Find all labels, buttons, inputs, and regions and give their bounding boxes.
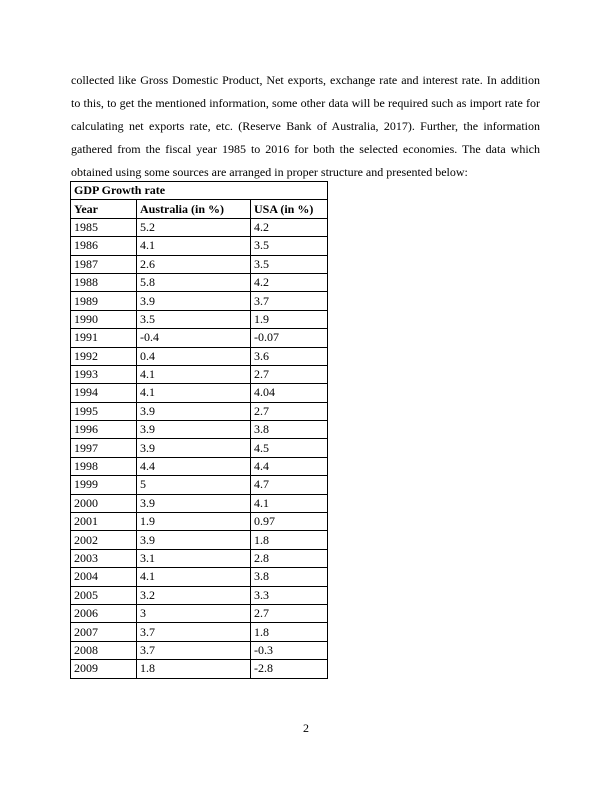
cell-year: 2001 (71, 513, 137, 531)
cell-australia: 3.9 (137, 421, 251, 439)
cell-year: 1990 (71, 310, 137, 328)
cell-year: 1992 (71, 347, 137, 365)
cell-usa: 0.97 (251, 513, 328, 531)
cell-usa: 3.5 (251, 255, 328, 273)
table-row (71, 623, 328, 641)
cell-year: 1996 (71, 421, 137, 439)
paragraph-line: calculating net exports rate, etc. (Reserve Bank of Australia, 2017). Further, the information (71, 119, 540, 133)
cell-year: 2004 (71, 568, 137, 586)
header-year: Year (71, 200, 137, 218)
cell-australia: 2.6 (137, 255, 251, 273)
cell-year: 2006 (71, 604, 137, 622)
cell-australia: 4.1 (137, 365, 251, 383)
table-row (71, 310, 328, 328)
cell-year: 2008 (71, 641, 137, 659)
cell-usa: 2.7 (251, 365, 328, 383)
table-row (71, 218, 328, 236)
cell-usa: 3.7 (251, 292, 328, 310)
body-paragraph (71, 69, 540, 184)
cell-usa: 4.7 (251, 476, 328, 494)
cell-year: 1994 (71, 384, 137, 402)
cell-year: 1997 (71, 439, 137, 457)
cell-australia: 5 (137, 476, 251, 494)
cell-year: 2003 (71, 549, 137, 567)
table-header-row (71, 200, 328, 218)
gdp-growth-table (70, 181, 328, 679)
table-row (71, 531, 328, 549)
table-title: GDP Growth rate (71, 182, 328, 200)
cell-usa: 4.5 (251, 439, 328, 457)
cell-australia: 3.1 (137, 549, 251, 567)
cell-year: 2002 (71, 531, 137, 549)
table-row (71, 641, 328, 659)
table-row (71, 292, 328, 310)
table-row (71, 513, 328, 531)
cell-australia: 0.4 (137, 347, 251, 365)
cell-year: 1991 (71, 329, 137, 347)
table-row (71, 476, 328, 494)
cell-australia: 3.5 (137, 310, 251, 328)
cell-australia: 1.9 (137, 513, 251, 531)
cell-australia: 3.9 (137, 402, 251, 420)
cell-usa: 3.3 (251, 586, 328, 604)
table-row (71, 660, 328, 678)
table-row (71, 273, 328, 291)
cell-usa: 4.2 (251, 218, 328, 236)
header-usa: USA (in %) (251, 200, 328, 218)
cell-usa: -2.8 (251, 660, 328, 678)
cell-year: 2000 (71, 494, 137, 512)
table-row (71, 365, 328, 383)
cell-australia: 3.9 (137, 292, 251, 310)
cell-usa: 4.1 (251, 494, 328, 512)
cell-year: 2005 (71, 586, 137, 604)
cell-year: 2009 (71, 660, 137, 678)
cell-usa: 2.7 (251, 604, 328, 622)
table-row (71, 604, 328, 622)
cell-australia: 3.2 (137, 586, 251, 604)
cell-year: 1998 (71, 457, 137, 475)
cell-australia: 4.1 (137, 384, 251, 402)
table-title-row (71, 182, 328, 200)
cell-usa: 3.8 (251, 568, 328, 586)
cell-australia: 4.1 (137, 568, 251, 586)
cell-usa: 2.8 (251, 549, 328, 567)
cell-australia: -0.4 (137, 329, 251, 347)
cell-year: 1985 (71, 218, 137, 236)
cell-australia: 3 (137, 604, 251, 622)
cell-year: 1993 (71, 365, 137, 383)
cell-australia: 4.4 (137, 457, 251, 475)
cell-australia: 3.9 (137, 531, 251, 549)
cell-year: 1999 (71, 476, 137, 494)
table-row (71, 439, 328, 457)
table-row (71, 457, 328, 475)
cell-usa: 4.04 (251, 384, 328, 402)
cell-usa: 1.8 (251, 623, 328, 641)
paragraph-line: gathered from the fiscal year 1985 to 2016 for both the selected economies. The data which (71, 142, 540, 156)
cell-usa: 3.8 (251, 421, 328, 439)
table-row (71, 255, 328, 273)
paragraph-line: to this, to get the mentioned information, some other data will be required such as import rate for (71, 96, 540, 110)
cell-year: 1987 (71, 255, 137, 273)
table-row (71, 237, 328, 255)
paragraph-line: collected like Gross Domestic Product, Net exports, exchange rate and interest rate. In addition (71, 73, 540, 87)
cell-australia: 3.7 (137, 641, 251, 659)
cell-usa: 4.2 (251, 273, 328, 291)
table-row (71, 402, 328, 420)
cell-australia: 3.7 (137, 623, 251, 641)
cell-usa: -0.3 (251, 641, 328, 659)
cell-usa: 4.4 (251, 457, 328, 475)
cell-usa: -0.07 (251, 329, 328, 347)
header-australia: Australia (in %) (137, 200, 251, 218)
cell-australia: 5.2 (137, 218, 251, 236)
cell-year: 2007 (71, 623, 137, 641)
table-row (71, 549, 328, 567)
paragraph-line: obtained using some sources are arranged in proper structure and presented below: (71, 165, 468, 179)
cell-australia: 5.8 (137, 273, 251, 291)
table-row (71, 586, 328, 604)
cell-usa: 2.7 (251, 402, 328, 420)
cell-australia: 3.9 (137, 439, 251, 457)
cell-year: 1989 (71, 292, 137, 310)
cell-usa: 3.6 (251, 347, 328, 365)
table-row (71, 329, 328, 347)
table-body (71, 218, 328, 678)
table-row (71, 568, 328, 586)
cell-australia: 4.1 (137, 237, 251, 255)
cell-year: 1988 (71, 273, 137, 291)
table-row (71, 384, 328, 402)
table-row (71, 347, 328, 365)
cell-usa: 3.5 (251, 237, 328, 255)
cell-australia: 3.9 (137, 494, 251, 512)
cell-year: 1995 (71, 402, 137, 420)
cell-year: 1986 (71, 237, 137, 255)
table-row (71, 494, 328, 512)
cell-usa: 1.8 (251, 531, 328, 549)
page-number: 2 (303, 721, 309, 735)
cell-usa: 1.9 (251, 310, 328, 328)
cell-australia: 1.8 (137, 660, 251, 678)
table-row (71, 421, 328, 439)
